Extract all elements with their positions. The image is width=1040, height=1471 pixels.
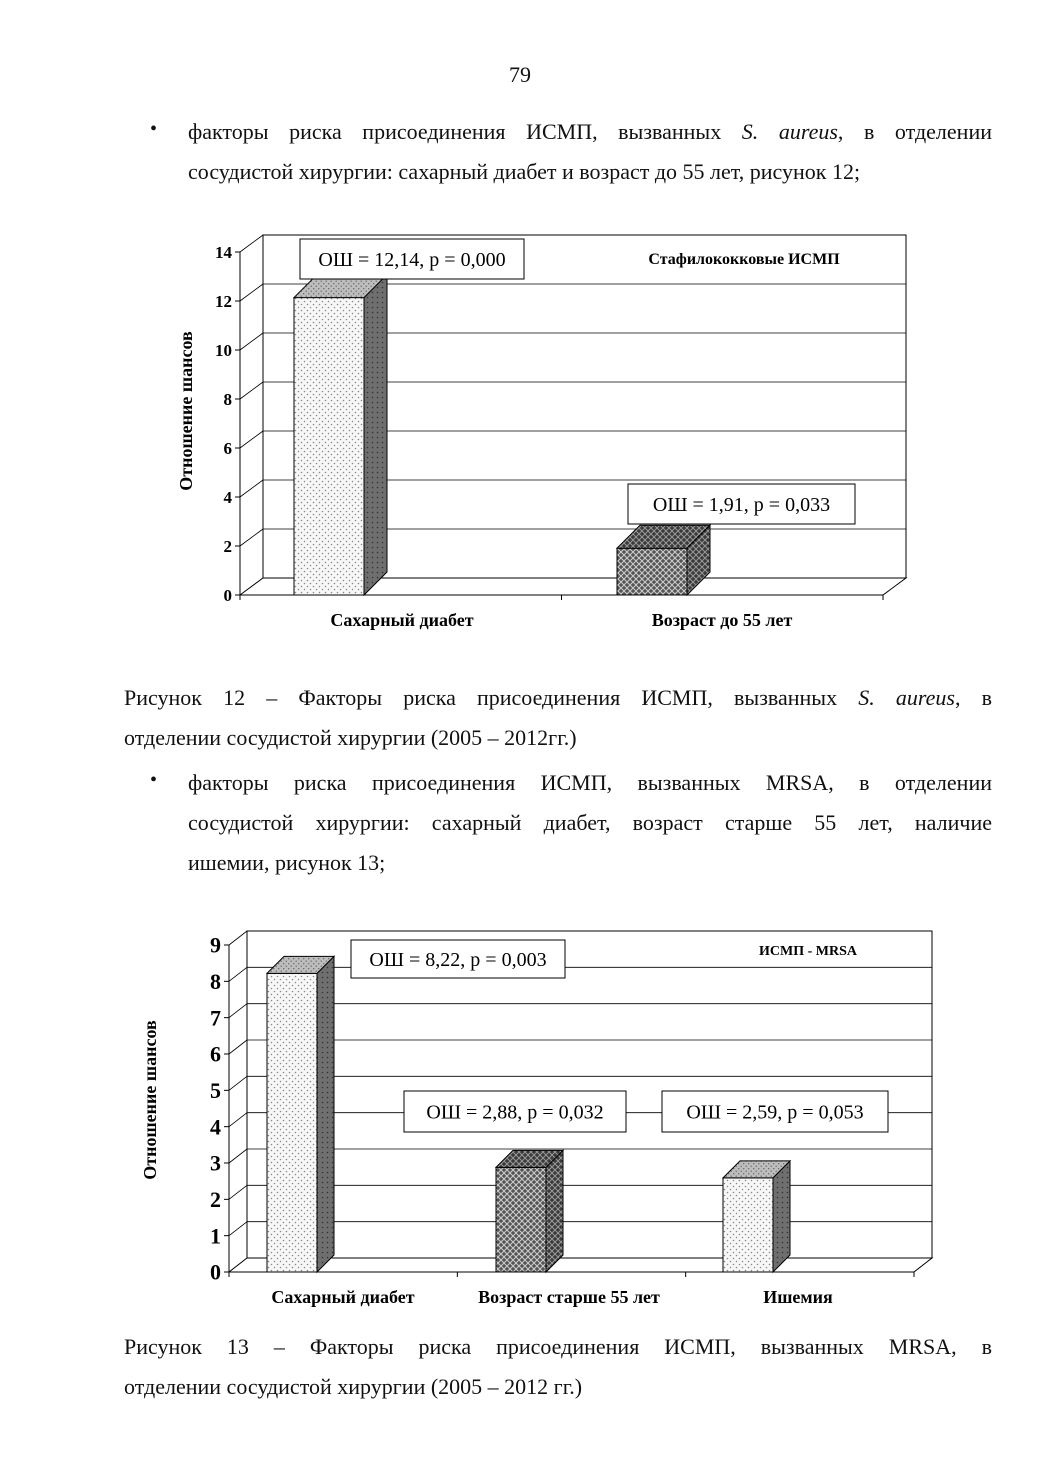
bullet-paragraph-2: [188, 763, 992, 883]
gridline-diagonal: [229, 1076, 247, 1090]
bar-front: [723, 1178, 773, 1272]
text-span: , в отделении: [837, 119, 992, 144]
bar-side: [546, 1150, 563, 1272]
caption-12-line-2: отделении сосудистой хирургии (2005 – 2012гг.): [124, 725, 577, 750]
y-tick-label: 2: [223, 536, 232, 556]
gridline-diagonal: [229, 967, 247, 981]
figure-13-caption: [124, 1327, 992, 1407]
y-tick-label: 4: [210, 1114, 221, 1140]
figure-13-chart: [0, 915, 1040, 1320]
chart-title: Стафилококковые ИСМП: [648, 251, 840, 268]
y-tick-label: 7: [210, 1005, 221, 1031]
y-tick-label: 10: [215, 340, 232, 360]
chart-annotations: [351, 940, 888, 1132]
x-tick-label: Возраст старше 55 лет: [478, 1287, 660, 1307]
gridline-diagonal: [229, 1222, 247, 1236]
bar: [723, 1161, 790, 1272]
bar-front: [267, 973, 317, 1272]
chart-bars: [294, 275, 710, 595]
gridline-diagonal: [229, 1040, 247, 1054]
annotation-label: ОШ = 2,88, р = 0,032: [426, 1101, 604, 1124]
bullet-2-line-1: факторы риска присоединения ИСМП, вызванных MRSA, в отделении: [188, 770, 992, 795]
annotation-label: ОШ = 1,91, р = 0,033: [652, 494, 831, 516]
text-span: факторы риска присоединения ИСМП, вызванных: [188, 119, 742, 144]
caption-13-line-1: Рисунок 13 – Факторы риска присоединения ИСМП, вызванных MRSA, в: [124, 1334, 992, 1359]
x-tick-label: Сахарный диабет: [330, 610, 474, 630]
bar: [267, 956, 334, 1272]
gridline-diagonal: [240, 529, 263, 546]
annotation-label: ОШ = 8,22, р = 0,003: [369, 949, 547, 971]
bar-side: [773, 1161, 790, 1272]
gridline-diagonal: [240, 431, 263, 448]
y-tick-label: 4: [223, 487, 232, 507]
gridline-diagonal: [240, 480, 263, 497]
figure-12-chart: [0, 225, 1040, 645]
y-axis-label: Отношение шансов: [140, 1020, 160, 1180]
caption-13-line-2: отделении сосудистой хирургии (2005 – 2012 гг.): [124, 1374, 583, 1399]
bar-front: [617, 548, 687, 595]
gridline-diagonal: [229, 1185, 247, 1199]
gridline-diagonal: [240, 382, 263, 399]
bullet-paragraph-1: [188, 112, 992, 192]
y-tick-label: 5: [210, 1078, 221, 1104]
page-number: 79: [509, 62, 531, 87]
italic-species: S. aureus: [858, 685, 955, 710]
gridline-diagonal: [229, 1149, 247, 1163]
gridline-diagonal: [240, 235, 263, 252]
y-tick-label: 8: [210, 969, 221, 995]
chart-floor: [229, 1258, 932, 1272]
bar-side: [364, 275, 387, 595]
annotation-label: ОШ = 12,14, р = 0,000: [318, 249, 506, 271]
bullet-1-line-1: [188, 112, 992, 152]
bullet-marker: •: [150, 118, 158, 140]
caption-12-line-1: [124, 678, 992, 718]
bullet-2-line-2: сосудистой хирургии: сахарный диабет, возраст старше 55 лет, наличие: [188, 810, 992, 835]
figure-12-caption: [124, 678, 992, 758]
bar: [617, 525, 710, 595]
gridline-diagonal: [229, 1113, 247, 1127]
gridline-diagonal: [240, 333, 263, 350]
y-tick-label: 1: [210, 1223, 221, 1249]
bullet-1-line-2: сосудистой хирургии: сахарный диабет и возраст до 55 лет, рисунок 12;: [188, 159, 861, 184]
y-tick-label: 12: [215, 291, 232, 311]
text-span: Рисунок 12 – Факторы риска присоединения ИСМП, вызванных: [124, 685, 859, 710]
y-tick-label: 6: [210, 1041, 221, 1067]
y-tick-label: 2: [210, 1187, 221, 1213]
gridline-diagonal: [240, 284, 263, 301]
y-tick-label: 8: [223, 389, 232, 409]
annotation-label: ОШ = 2,59, р = 0,053: [686, 1101, 864, 1124]
y-tick-label: 9: [210, 932, 221, 958]
bullet-2-line-3: ишемии, рисунок 13;: [188, 850, 386, 875]
bar: [294, 275, 387, 595]
x-tick-label: Возраст до 55 лет: [651, 610, 793, 630]
bullet-marker: •: [150, 769, 158, 791]
x-tick-label: Ишемия: [763, 1287, 833, 1307]
gridline-diagonal: [229, 1004, 247, 1018]
y-tick-label: 0: [210, 1259, 221, 1285]
y-tick-label: 0: [223, 585, 232, 605]
chart-title: ИСМП - MRSA: [759, 944, 857, 959]
bar-side: [317, 956, 334, 1272]
bar-front: [496, 1167, 546, 1272]
y-tick-label: 3: [210, 1150, 221, 1176]
y-axis-label: Отношение шансов: [176, 331, 196, 491]
x-tick-label: Сахарный диабет: [271, 1287, 415, 1307]
bar: [496, 1150, 563, 1272]
text-span: , в: [954, 685, 993, 710]
italic-species: S. aureus: [741, 119, 838, 144]
bar-front: [294, 298, 364, 595]
y-tick-label: 6: [223, 438, 232, 458]
gridline-diagonal: [229, 931, 247, 945]
y-tick-label: 14: [215, 242, 232, 262]
